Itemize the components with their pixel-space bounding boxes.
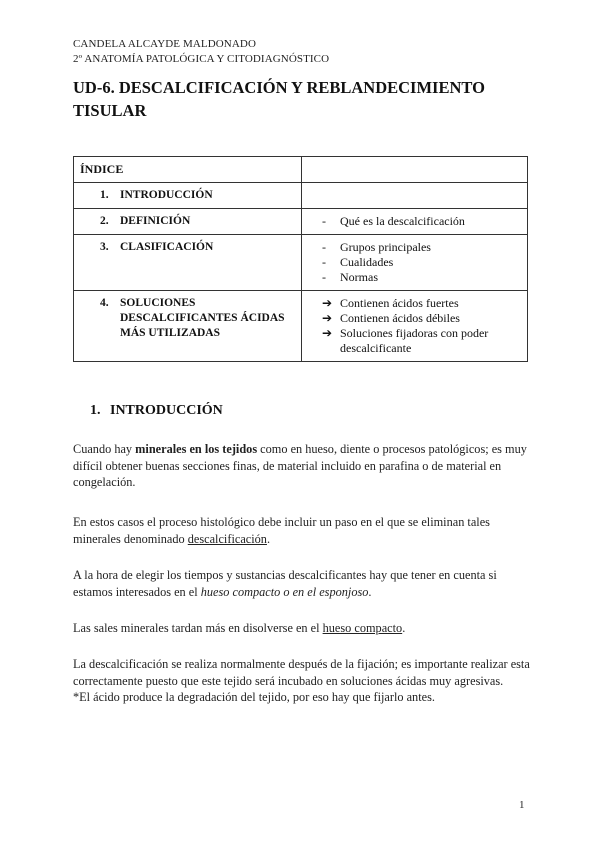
index-item — [80, 296, 295, 341]
index-subitem — [308, 311, 521, 326]
index-item-label: SOLUCIONES DESCALCIFICANTES ÁCIDAS MÁS UTILIZADAS — [120, 297, 285, 339]
paragraph-text: A la hora de elegir los tiempos y sustancias descalcificantes hay que tener en cuenta si estamos interesados en el — [73, 568, 497, 599]
index-subitems-cell — [302, 183, 528, 209]
index-item-cell — [74, 183, 302, 209]
paragraph-sales — [73, 620, 531, 637]
paragraph-text: En estos casos el proceso histológico debe incluir un paso en el que se eliminan tales minerales denominado — [73, 515, 490, 546]
index-row-2 — [74, 209, 528, 235]
paragraph-fijacion — [73, 656, 531, 706]
dash-marker: - — [322, 255, 326, 269]
index-item-number: 1. — [100, 189, 109, 201]
arrow-right-icon: ➔ — [322, 296, 333, 310]
index-subitem — [308, 270, 521, 285]
index-item-cell — [74, 291, 302, 362]
section-number: 1. — [90, 403, 101, 418]
paragraph-descalcificacion — [73, 514, 531, 547]
index-item-label: INTRODUCCIÓN — [120, 189, 213, 201]
document-title: UD-6. DESCALCIFICACIÓN Y REBLANDECIMIENTO TISULAR — [73, 78, 485, 120]
paragraph-text: . — [368, 584, 372, 599]
paragraph-text: como en hueso, diente o procesos patológicos; es muy difícil obtener buenas secciones finas, de material incluido en parafina o de material en congelación. — [73, 442, 527, 489]
paragraph-text: La descalcificación se realiza normalmente después de la fijación; es importante realizar esta correctamente puesto que este tejido será incubado en soluciones ácidas muy agresivas. — [73, 657, 530, 688]
index-heading: ÍNDICE — [74, 157, 302, 183]
index-subitem-text: Soluciones fijadoras con poder descalcificante — [340, 326, 489, 355]
paragraph-text: Cuando hay — [73, 442, 136, 456]
section-heading-introduccion — [90, 403, 223, 419]
index-item-number: 4. — [100, 297, 109, 309]
section-title: INTRODUCCIÓN — [110, 403, 223, 418]
bold-phrase: minerales en los tejidos — [135, 442, 258, 456]
index-subitem — [308, 296, 521, 311]
index-row-3 — [74, 235, 528, 291]
index-subitem — [308, 240, 521, 255]
dash-marker: - — [322, 270, 326, 284]
header-author: CANDELA ALCAYDE MALDONADO — [73, 38, 256, 50]
index-subitem-text: Grupos principales — [340, 240, 431, 254]
index-subitem-text: Cualidades — [340, 255, 394, 269]
index-subitems-cell — [302, 209, 528, 235]
index-subitems-cell — [302, 235, 528, 291]
paragraph-tiempos — [73, 567, 531, 600]
index-item-cell — [74, 209, 302, 235]
index-item-label: CLASIFICACIÓN — [120, 241, 214, 253]
index-subitems-cell — [302, 291, 528, 362]
dash-marker: - — [322, 214, 326, 228]
index-item — [80, 188, 295, 203]
dash-marker: - — [322, 240, 326, 254]
index-subitem-text: Normas — [340, 270, 378, 284]
index-row-4 — [74, 291, 528, 362]
arrow-right-icon: ➔ — [322, 311, 333, 325]
paragraph-text: . — [266, 531, 271, 546]
index-heading-empty-cell — [302, 157, 528, 183]
paragraph-text: . — [402, 621, 406, 635]
index-table — [73, 156, 528, 362]
index-subitem-text: Contienen ácidos débiles — [340, 311, 460, 325]
underlined-term: descalcificación — [187, 531, 267, 546]
underlined-term: hueso compacto — [322, 621, 403, 635]
header-course: 2º ANATOMÍA PATOLÓGICA Y CITODIAGNÓSTICO — [73, 53, 330, 65]
index-item — [80, 240, 295, 255]
index-item-label: DEFINICIÓN — [120, 215, 191, 227]
arrow-right-icon: ➔ — [322, 326, 333, 340]
index-subitem — [308, 255, 521, 270]
index-header-row — [74, 157, 528, 183]
paragraph-minerals — [73, 441, 531, 491]
index-item-cell — [74, 235, 302, 291]
index-item-number: 3. — [100, 241, 109, 253]
index-subitem — [308, 326, 521, 356]
index-subitem-text: Qué es la descalcificación — [340, 214, 465, 228]
index-row-1 — [74, 183, 528, 209]
paragraph-note: *El ácido produce la degradación del tejido, por eso hay que fijarlo antes. — [73, 690, 435, 704]
index-subitem-text: Contienen ácidos fuertes — [340, 296, 459, 310]
paragraph-text: Las sales minerales tardan más en disolverse en el — [73, 621, 323, 635]
index-item — [80, 214, 295, 229]
italic-phrase: hueso compacto o en el esponjoso — [200, 584, 369, 599]
page-number: 1 — [519, 799, 525, 811]
index-subitem — [308, 214, 521, 229]
index-item-number: 2. — [100, 215, 109, 227]
